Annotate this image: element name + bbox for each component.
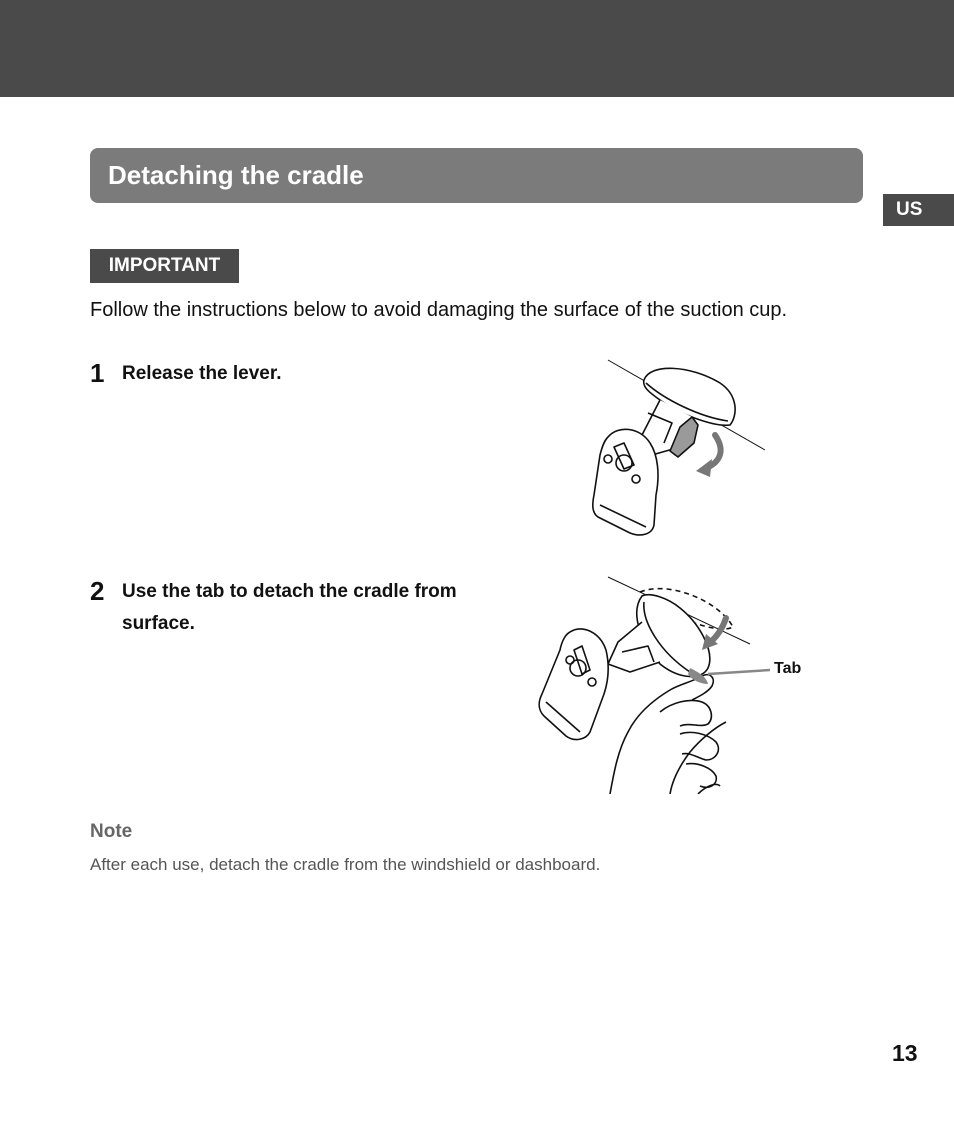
- detach-tab-illustration: [530, 572, 770, 794]
- section-header: [90, 148, 863, 203]
- page-title: Detaching the cradle: [108, 160, 364, 190]
- step-2-text: Use the tab to detach the cradle from surface.: [122, 581, 457, 634]
- language-label: US: [896, 199, 923, 220]
- release-lever-illustration: [580, 355, 775, 540]
- step-1-number: 1: [90, 358, 105, 388]
- note-heading: Note: [90, 821, 133, 842]
- step-1-text: Release the lever.: [122, 363, 282, 384]
- important-text: Follow the instructions below to avoid damaging the surface of the suction cup.: [90, 299, 788, 321]
- tab-callout-label: Tab: [774, 660, 802, 677]
- header-band: [0, 0, 954, 97]
- page-number: 13: [892, 1040, 918, 1066]
- important-badge: IMPORTANT: [90, 249, 239, 283]
- step-2-number: 2: [90, 576, 105, 606]
- note-text: After each use, detach the cradle from the windshield or dashboard.: [90, 855, 601, 874]
- language-tab: [883, 194, 954, 226]
